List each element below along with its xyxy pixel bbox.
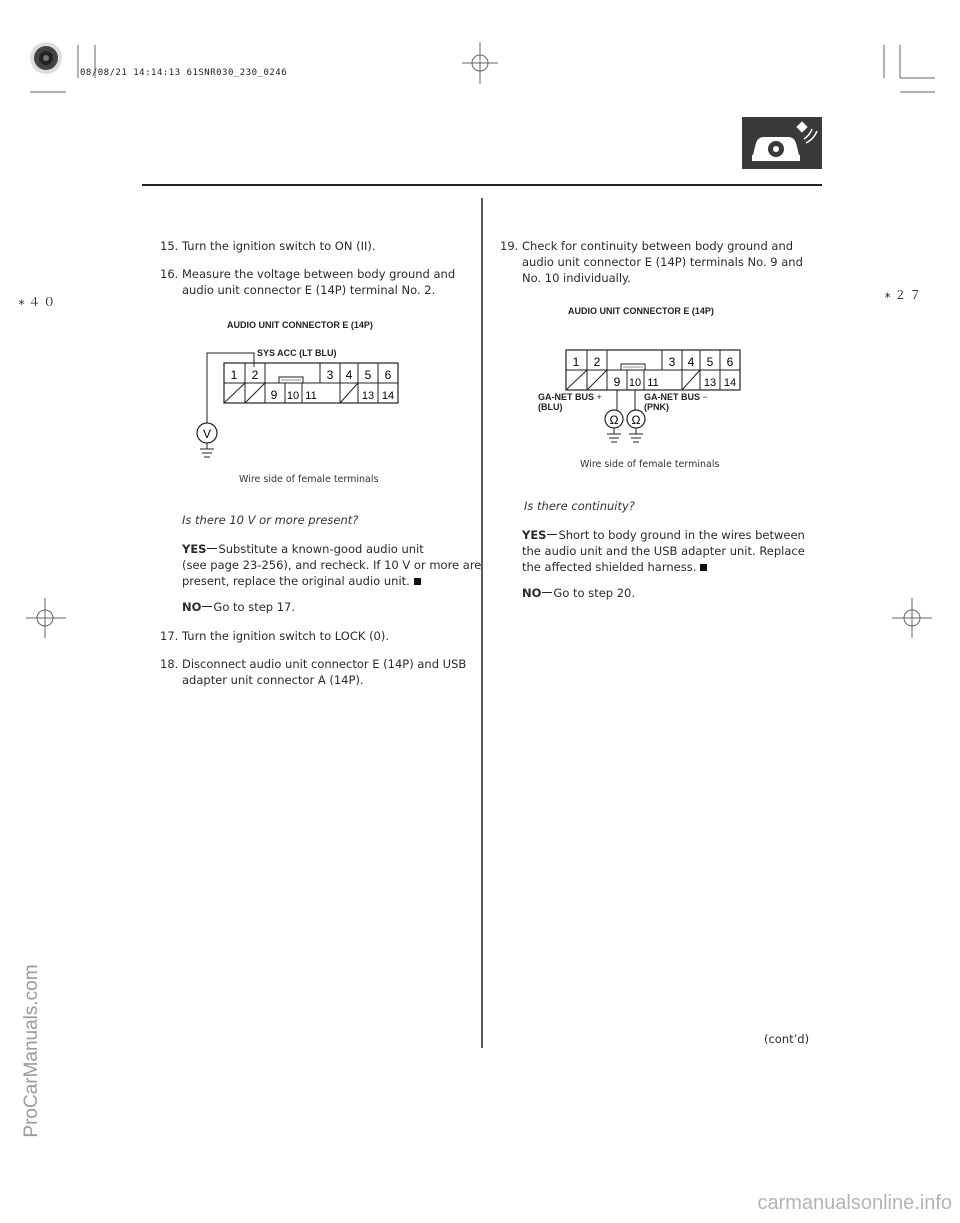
- yes-text: (see page 23-256), and recheck. If 10 V or more are: [182, 558, 482, 572]
- audio-navigation-icon: [742, 117, 822, 169]
- step-number: 16.: [160, 267, 179, 281]
- step-text-line: Disconnect audio unit connector E (14P) and USB: [182, 657, 467, 671]
- step-text-line: audio unit connector E (14P) terminal No. 2.: [182, 283, 436, 297]
- page-ref-right: ∗２７: [884, 288, 925, 302]
- svg-text:4: 4: [687, 355, 695, 369]
- terminal-label: 14: [381, 390, 395, 402]
- step-text-line: audio unit connector E (14P) terminals No. 9 and: [522, 255, 803, 269]
- svg-text:3: 3: [668, 355, 676, 369]
- yes-text: Substitute a known-good audio unit: [218, 542, 424, 556]
- svg-text:Ω: Ω: [609, 413, 619, 427]
- step-text-line: No. 10 individually.: [522, 271, 631, 285]
- meter-symbol: V: [202, 427, 212, 441]
- yes-label: YES: [182, 542, 207, 556]
- page-ref-left: ∗４０: [18, 295, 59, 309]
- step-text: Turn the ignition switch to LOCK (0).: [182, 629, 390, 643]
- print-stamp: 08/08/21 14:14:13 61SNR030_230_0246: [80, 68, 288, 78]
- yes-text: the affected shielded harness.: [522, 560, 697, 574]
- svg-text:9: 9: [613, 375, 621, 389]
- diagram-caption: Wire side of female terminals: [239, 474, 379, 485]
- svg-text:14: 14: [723, 377, 737, 389]
- connector-diagram-left: [190, 345, 410, 470]
- yes-text: Short to body ground in the wires between: [558, 528, 805, 542]
- no-label: NO: [182, 600, 202, 614]
- terminal-label: 13: [361, 390, 375, 402]
- step-number: 15.: [160, 239, 179, 253]
- question: Is there continuity?: [524, 499, 635, 513]
- terminal-label: 3: [326, 368, 334, 382]
- svg-text:13: 13: [703, 377, 717, 389]
- step-19: [500, 238, 803, 286]
- no-text: Go to step 17.: [213, 600, 296, 614]
- terminal-label: 10: [286, 390, 300, 402]
- yes-text: present, replace the original audio unit.: [182, 574, 410, 588]
- svg-text:5: 5: [706, 355, 714, 369]
- terminal-label: 4: [345, 368, 353, 382]
- terminal-label: 5: [364, 368, 372, 382]
- svg-text:Ω: Ω: [631, 413, 641, 427]
- diagram-title: AUDIO UNIT CONNECTOR E (14P): [227, 320, 373, 330]
- terminal-label: 9: [270, 388, 278, 402]
- step-number: 17.: [160, 629, 179, 643]
- wire-label: SYS ACC (LT BLU): [257, 348, 337, 358]
- continued-note: (cont’d): [764, 1032, 810, 1046]
- yes-text: the audio unit and the USB adapter unit. Replace: [522, 544, 805, 558]
- wire-label-blu: GA-NET BUS + (BLU): [538, 392, 602, 412]
- step-15: [160, 238, 376, 254]
- svg-text:1: 1: [572, 355, 580, 369]
- diagram-caption: Wire side of female terminals: [580, 459, 720, 470]
- step-text-line: Check for continuity between body ground and: [522, 239, 794, 253]
- diagram-title: AUDIO UNIT CONNECTOR E (14P): [568, 306, 714, 316]
- step-18: [160, 656, 466, 688]
- no-text: Go to step 20.: [553, 586, 636, 600]
- step-16: [160, 266, 455, 298]
- terminal-label: 11: [305, 390, 317, 402]
- step-17: [160, 628, 389, 644]
- step-text-line: Measure the voltage between body ground and: [182, 267, 456, 281]
- svg-text:2: 2: [593, 355, 601, 369]
- question: Is there 10 V or more present?: [182, 513, 359, 527]
- step-number: 18.: [160, 657, 179, 671]
- watermark-bottom: carmanualsonline.info: [757, 1192, 952, 1214]
- watermark-side: ProCarManuals.com: [21, 964, 42, 1138]
- yes-answer: [522, 527, 805, 575]
- wire-label-pnk: GA-NET BUS − (PNK): [644, 392, 708, 412]
- terminal-label: 2: [251, 368, 259, 382]
- step-text: Turn the ignition switch to ON (II).: [182, 239, 376, 253]
- yes-answer: [182, 541, 481, 589]
- end-square-icon: [414, 578, 421, 585]
- step-number: 19.: [500, 239, 519, 253]
- svg-text:11: 11: [647, 377, 659, 389]
- terminal-label: 1: [230, 368, 238, 382]
- end-square-icon: [700, 564, 707, 571]
- no-label: NO: [522, 586, 542, 600]
- no-answer: [522, 585, 635, 601]
- speaker-icon: [28, 40, 68, 80]
- terminal-label: 6: [384, 368, 392, 382]
- no-answer: [182, 599, 295, 615]
- svg-text:6: 6: [726, 355, 734, 369]
- step-text-line: adapter unit connector A (14P).: [182, 673, 364, 687]
- svg-text:10: 10: [628, 377, 642, 389]
- yes-label: YES: [522, 528, 547, 542]
